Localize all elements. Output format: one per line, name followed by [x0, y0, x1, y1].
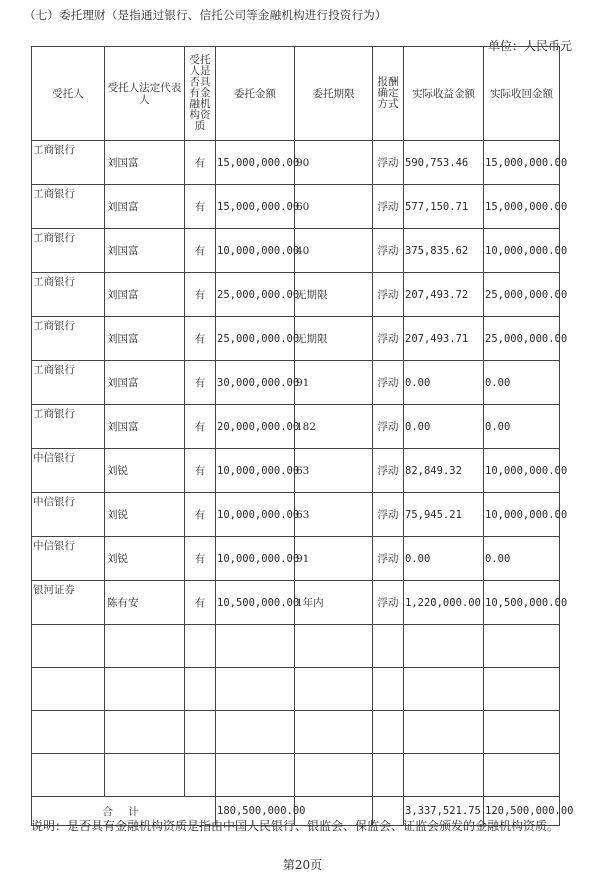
cell-actual-recovered: 0.00: [484, 537, 560, 581]
col-header-qualified: 受托人是否具有金融机构资质: [185, 47, 216, 141]
cell-actual-recovered: 15,000,000.00: [484, 141, 560, 185]
cell-actual-income: 0.00: [404, 537, 484, 581]
cell-actual-income: 577,150.71: [404, 185, 484, 229]
cell-actual-income: 207,493.72: [404, 273, 484, 317]
cell-actual-income: 0.00: [404, 405, 484, 449]
cell-qualified: 有: [185, 361, 216, 405]
cell-actual-recovered: 25,000,000.00: [484, 273, 560, 317]
cell-actual-income: 75,945.21: [404, 493, 484, 537]
cell-representative: 刘锐: [105, 537, 185, 581]
cell-amount: 15,000,000.00: [216, 185, 295, 229]
cell-amount: 10,000,000.00: [216, 493, 295, 537]
cell-representative: 陈有安: [105, 581, 185, 625]
cell-trustee: 工商银行: [32, 229, 105, 273]
cell-qualified: 有: [185, 405, 216, 449]
cell-representative: 刘国富: [105, 185, 185, 229]
cell-actual-income: 82,849.32: [404, 449, 484, 493]
table-row: [32, 141, 560, 185]
cell-trustee: 工商银行: [32, 273, 105, 317]
cell-qualified: 有: [185, 493, 216, 537]
cell-actual-income: 590,753.46: [404, 141, 484, 185]
cell-method: 浮动: [373, 493, 404, 537]
table-row: [32, 317, 560, 361]
col-header-term: 委托期限: [295, 47, 373, 141]
col-header-actual-recovered: 实际收回金额: [484, 47, 560, 141]
cell-amount: 10,000,000.00: [216, 537, 295, 581]
cell-representative: 刘锐: [105, 493, 185, 537]
cell-method: 浮动: [373, 449, 404, 493]
cell-term: 90: [295, 141, 373, 185]
cell-actual-income: 0.00: [404, 361, 484, 405]
total-actual-income: 3,337,521.75: [404, 797, 484, 826]
cell-amount: 10,500,000.00: [216, 581, 295, 625]
col-header-actual-income: 实际收益金额: [404, 47, 484, 141]
col-header-amount: 委托金额: [216, 47, 295, 141]
cell-trustee: 中信银行: [32, 449, 105, 493]
table-row: [32, 449, 560, 493]
cell-representative: 刘国富: [105, 141, 185, 185]
cell-trustee: 工商银行: [32, 185, 105, 229]
table-row: [32, 361, 560, 405]
cell-term: 63: [295, 493, 373, 537]
table-header-row: [32, 47, 560, 141]
cell-actual-recovered: 25,000,000.00: [484, 317, 560, 361]
cell-method: 浮动: [373, 185, 404, 229]
cell-actual-recovered: 0.00: [484, 361, 560, 405]
cell-trustee: 工商银行: [32, 317, 105, 361]
cell-trustee: 工商银行: [32, 361, 105, 405]
cell-term: 182: [295, 405, 373, 449]
col-header-representative: 受托人法定代表人: [105, 47, 185, 141]
footnote: 说明：是否具有金融机构资质是指由中国人民银行、银监会、保监会、证监会颁发的金融机构资质。: [31, 819, 560, 833]
cell-amount: 30,000,000.00: [216, 361, 295, 405]
cell-trustee: 银河证券: [32, 581, 105, 625]
cell-amount: 25,000,000.00: [216, 273, 295, 317]
cell-actual-recovered: 10,500,000.00: [484, 581, 560, 625]
cell-amount: 25,000,000.00: [216, 317, 295, 361]
col-header-trustee: 受托人: [32, 47, 105, 141]
cell-term: 91: [295, 537, 373, 581]
cell-method: 浮动: [373, 361, 404, 405]
cell-representative: 刘国富: [105, 361, 185, 405]
cell-term: 63: [295, 449, 373, 493]
cell-method: 浮动: [373, 273, 404, 317]
cell-representative: 刘锐: [105, 449, 185, 493]
cell-qualified: 有: [185, 141, 216, 185]
cell-amount: 10,000,000.00: [216, 449, 295, 493]
cell-method: 浮动: [373, 229, 404, 273]
cell-actual-income: 1,220,000.00: [404, 581, 484, 625]
cell-representative: 刘国富: [105, 405, 185, 449]
cell-actual-recovered: 10,000,000.00: [484, 449, 560, 493]
cell-qualified: 有: [185, 273, 216, 317]
cell-term: 91: [295, 361, 373, 405]
cell-method: 浮动: [373, 317, 404, 361]
table-row: [32, 185, 560, 229]
cell-method: 浮动: [373, 141, 404, 185]
blank-row: [32, 625, 560, 668]
table-row: [32, 537, 560, 581]
cell-actual-recovered: 10,000,000.00: [484, 493, 560, 537]
col-header-method: 报酬确定方式: [373, 47, 404, 141]
total-label: 合 计: [32, 797, 216, 826]
cell-trustee: 中信银行: [32, 537, 105, 581]
blank-row: [32, 754, 560, 797]
blank-row: [32, 668, 560, 711]
table-body: [32, 141, 574, 826]
cell-qualified: 有: [185, 581, 216, 625]
cell-representative: 刘国富: [105, 273, 185, 317]
cell-qualified: 有: [185, 537, 216, 581]
cell-term: 60: [295, 185, 373, 229]
cell-actual-income: 207,493.71: [404, 317, 484, 361]
total-actual-recovered: 120,500,000.00: [484, 797, 560, 826]
cell-term: 40: [295, 229, 373, 273]
cell-actual-recovered: 15,000,000.00: [484, 185, 560, 229]
cell-trustee: 工商银行: [32, 141, 105, 185]
cell-term: 无期限: [295, 317, 373, 361]
cell-amount: 10,000,000.00: [216, 229, 295, 273]
cell-representative: 刘国富: [105, 229, 185, 273]
cell-trustee: 中信银行: [32, 493, 105, 537]
cell-amount: 15,000,000.00: [216, 141, 295, 185]
cell-qualified: 有: [185, 185, 216, 229]
cell-method: 浮动: [373, 405, 404, 449]
cell-actual-recovered: 10,000,000.00: [484, 229, 560, 273]
table-row: [32, 581, 560, 625]
cell-method: 浮动: [373, 581, 404, 625]
cell-trustee: 工商银行: [32, 405, 105, 449]
total-amount: 180,500,000.00: [216, 797, 295, 826]
page-number: 第20页: [282, 858, 323, 872]
currency-unit: 单位：人民币元: [487, 39, 572, 53]
cell-representative: 刘国富: [105, 317, 185, 361]
table-row: [32, 229, 560, 273]
cell-amount: 20,000,000.00: [216, 405, 295, 449]
section-heading: （七）委托理财（是指通过银行、信托公司等金融机构进行投资行为）: [24, 8, 387, 22]
cell-qualified: 有: [185, 449, 216, 493]
cell-method: 浮动: [373, 537, 404, 581]
cell-qualified: 有: [185, 229, 216, 273]
cell-term: 1年内: [295, 581, 373, 625]
table-row: [32, 493, 560, 537]
cell-qualified: 有: [185, 317, 216, 361]
table-row: [32, 273, 560, 317]
cell-actual-recovered: 0.00: [484, 405, 560, 449]
cell-term: 无期限: [295, 273, 373, 317]
table-row: [32, 405, 560, 449]
blank-row: [32, 711, 560, 754]
cell-actual-income: 375,835.62: [404, 229, 484, 273]
